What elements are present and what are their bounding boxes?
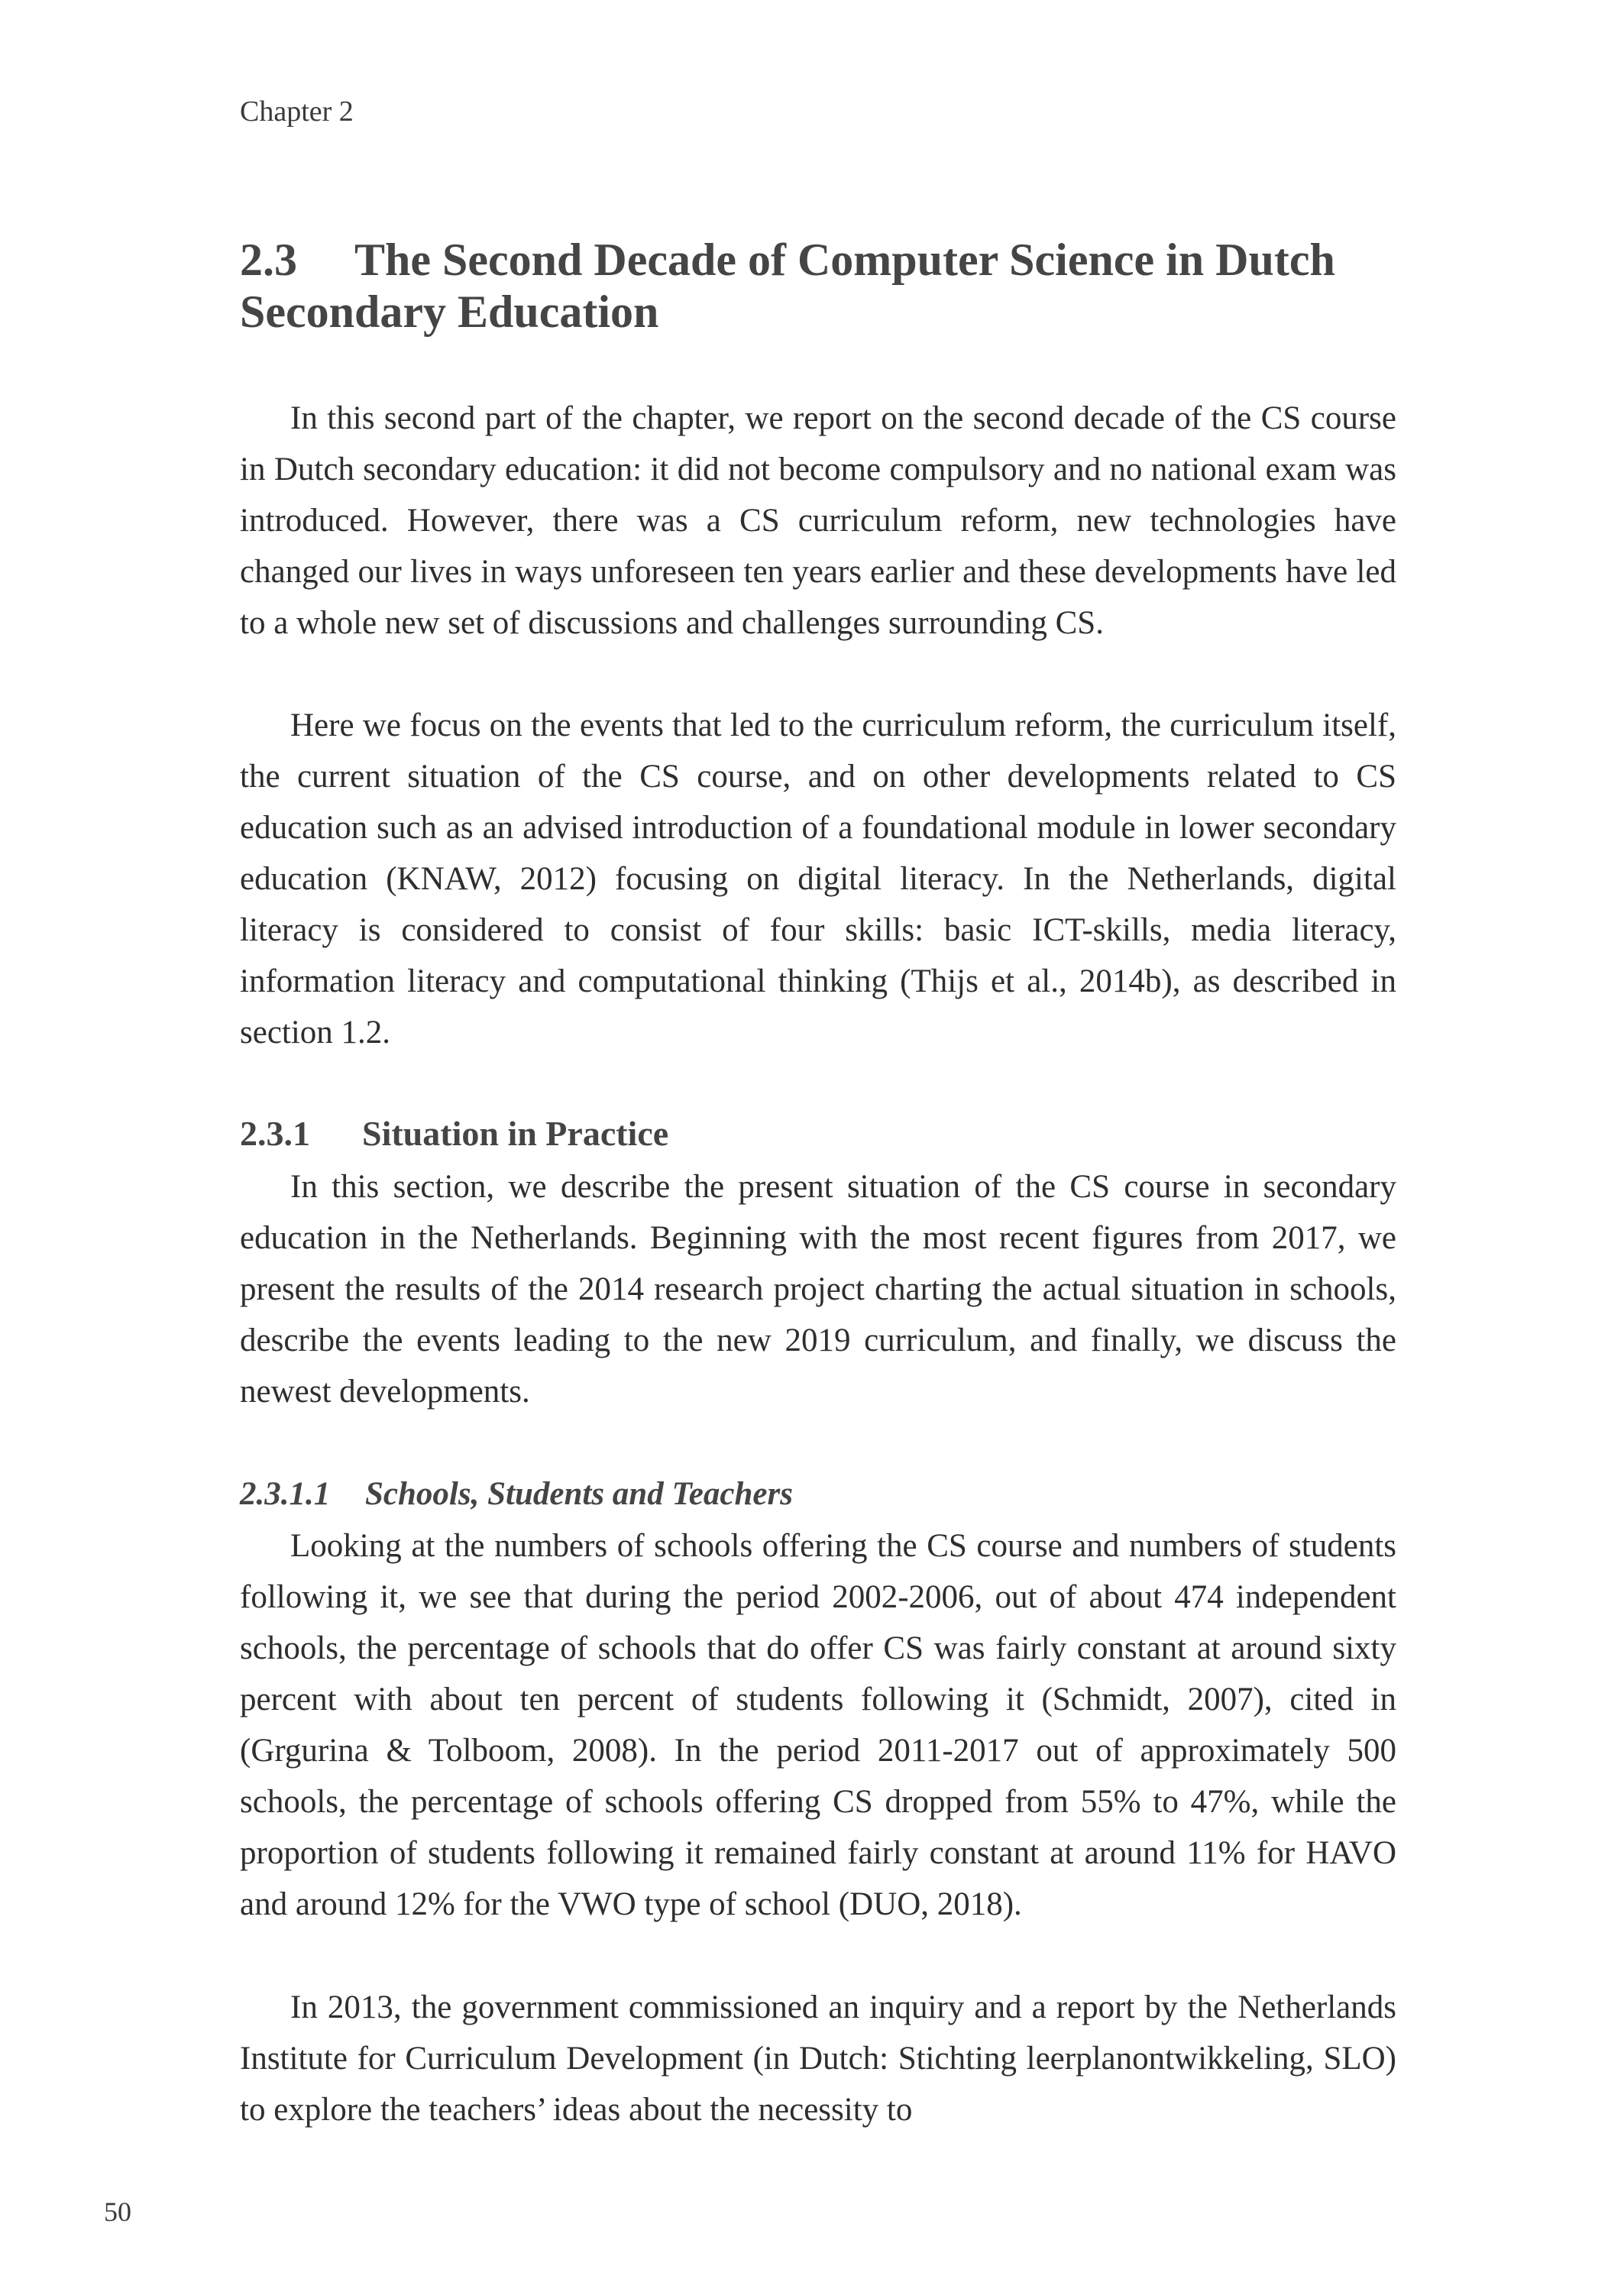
subsubsection-number: 2.3.1.1 [240,1476,331,1512]
section-number: 2.3 [240,235,297,285]
subsection-paragraph-1: In this section, we describe the present situation of the CS course in secondary education in the Netherlands. Beginning with the most recent figures from 2017, we present the results of the 2014 research project charting the actual situation in schools, describe the events leading to the new 2019 curriculum, and finally, we discuss the newest developments. [240,1169,1396,1410]
section-paragraph-1: In this second part of the chapter, we report on the second decade of the CS course in Dutch secondary education: it did not become compulsory and no national exam was introduced. However, there was a CS curriculum reform, new technologies have changed our lives in ways unforeseen ten years earlier and these developments have led to a whole new set of discussions and challenges surrounding CS. [240,400,1396,641]
subsubsection-paragraph-1: Looking at the numbers of schools offering the CS course and numbers of students following it, we see that during the period 2002-2006, out of about 474 independent schools, the percentage of schools that do offer CS was fairly constant at around sixty percent with about ten percent of students following it (Schmidt, 2007), cited in (Grgurina & Tolboom, 2008). In the period 2011-2017 out of approximately 500 schools, the percentage of schools offering CS dropped from 55% to 47%, while the proportion of students following it remained fairly constant at around 11% for HAVO and around 12% for the VWO type of school (DUO, 2018). [240,1528,1396,1922]
subsection-heading [240,1108,1396,1159]
section-heading [240,234,1396,338]
section-title: The Second Decade of Computer Science in Dutch Secondary Education [240,235,1335,337]
subsubsection-paragraph-2: In 2013, the government commissioned an inquiry and a report by the Netherlands Institute for Curriculum Development (in Dutch: Stichting leerplanontwikkeling, SLO) to explore the teachers’ ideas about the necessity to [240,1989,1396,2128]
subsubsection-title: Schools, Students and Teachers [365,1476,793,1512]
running-head: Chapter 2 [240,96,354,128]
subsection-number: 2.3.1 [240,1114,310,1153]
page-number: 50 [104,2196,131,2227]
subsubsection-heading [240,1468,1396,1520]
section-paragraph-2: Here we focus on the events that led to the curriculum reform, the curriculum itself, the current situation of the CS course, and on other developments related to CS education such as an advised introduction of a foundational module in lower secondary education (KNAW, 2012) focusing on digital literacy. In the Netherlands, digital literacy is considered to consist of four skills: basic ICT-skills, media literacy, information literacy and computational thinking (Thijs et al., 2014b), as described in section 1.2. [240,707,1396,1050]
subsection-title: Situation in Practice [362,1114,669,1153]
